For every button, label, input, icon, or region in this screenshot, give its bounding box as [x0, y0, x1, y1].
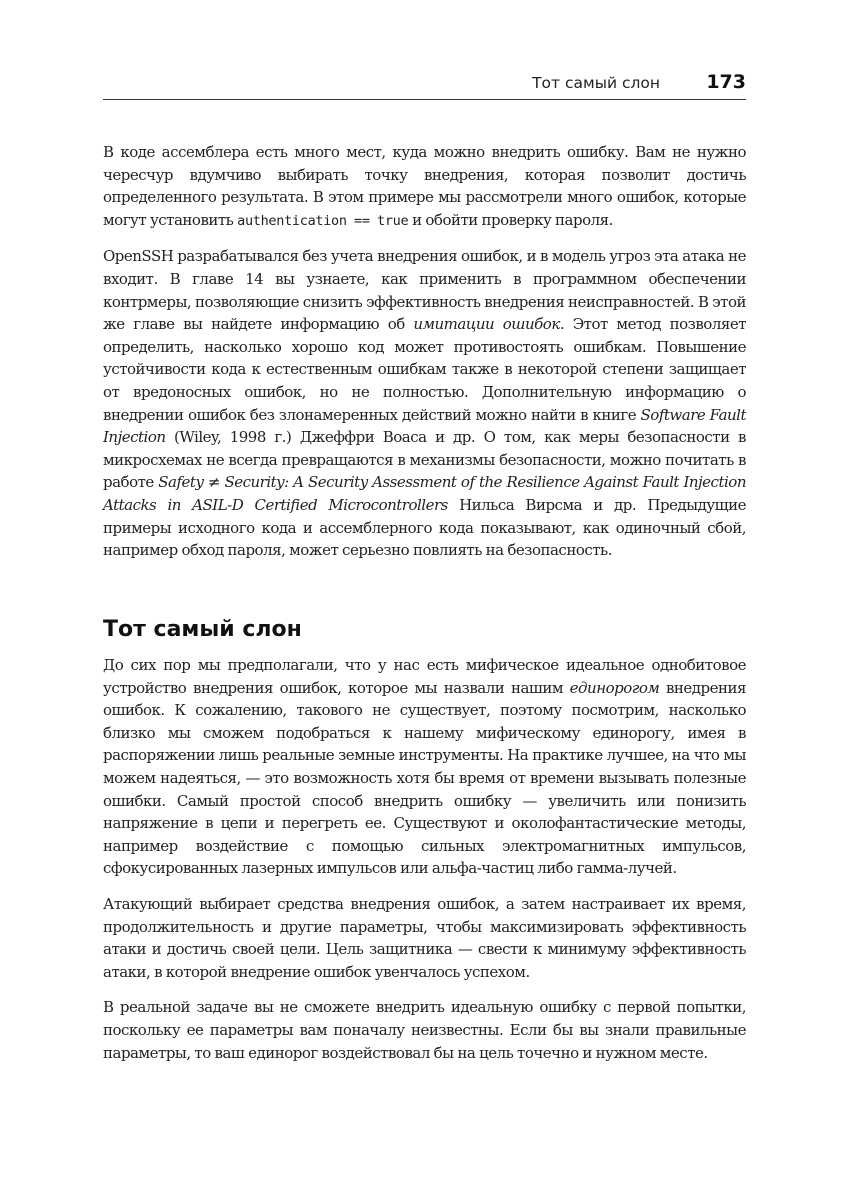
emphasis: единорогом	[569, 678, 660, 697]
text-run: . Этот метод позволяет определить, насколько хорошо код может противостоять ошибкам. Повышение устойчивости кода к естественным ошибкам также в некоторой степени защищает от вредоносных ошибок, но не полностью. Дополнительную информацию о внедрении ошибок без злонамеренных действий можно найти в книге	[103, 315, 747, 424]
paper-title: Safety ≠ Security: A Security Assessment of the Resilience Against Fault Injection Attacks in ASIL-D Certified Microcontrollers	[103, 473, 746, 514]
text-run: и обойти проверку пароля.	[408, 210, 613, 229]
book-title: Software Fault Injection	[103, 405, 746, 447]
paragraph	[103, 141, 746, 232]
text-run: (Wiley, 1998 г.) Джеффри Воаса и др. О том, как меры безопасности в микросхемах не всегда превращаются в механизмы безопасности, можно почитать в работе	[103, 428, 746, 492]
running-title: Тот самый слон	[532, 74, 660, 92]
page-number: 173	[706, 71, 746, 93]
text-run: До сих пор мы предполагали, что у нас есть мифическое идеальное однобитовое устройство внедрения ошибок, которое мы назвали нашим	[103, 656, 746, 697]
paragraph: В реальной задаче вы не сможете внедрить идеальную ошибку с первой попытки, поскольку ее параметры вам поначалу неизвестны. Если бы вы знали правильные параметры, то ваш единорог воздействовал бы на цель точечно и нужном месте.	[103, 998, 746, 1062]
text-run: Нильса Вирсма и др. Предыдущие примеры исходного кода и ассемблерного кода показывают, как одиночный сбой, например обход пароля, может серьезно повлиять на безопасность.	[103, 495, 746, 560]
header-rule	[103, 99, 746, 100]
running-header	[103, 66, 746, 102]
text-run: OpenSSH разрабатывался без учета внедрения ошибок, и в модель угроз эта атака не входит. В главе 14 вы узнаете, как применить в программном обеспечении контрмеры, позволяющие снизить эффективность внедрения неисправностей. В этой же главе вы найдете информацию об	[103, 247, 746, 334]
inline-code: authentication == true	[237, 212, 409, 229]
paragraph	[103, 245, 746, 561]
section-heading: Тот самый слон	[103, 617, 302, 642]
text-run: В коде ассемблера есть много мест, куда можно внедрить ошибку. Вам не нужно чересчур вдумчиво выбирать точку внедрения, которая позволит достичь определенного результата. В этом примере мы рассмотрели много ошибок, которые могут установить	[103, 143, 746, 229]
section-1-body	[103, 141, 746, 562]
paragraph	[103, 654, 746, 880]
text-run: внедрения ошибок. К сожалению, такового не существует, поэтому посмотрим, насколько близко мы сможем подобраться к нашему мифическому единорогу, имея в распоряжении лишь реальные земные инструменты. На практике лучшее, на что мы можем надеяться, — это возможность хотя бы время от времени вызывать полезные ошибки. Самый простой способ внедрить ошибку — увеличить или понизить напряжение в цепи и перегреть ее. Существуют и околофантастические методы, например воздействие с помощью сильных электромагнитных импульсов, сфокусированных лазерных импульсов или альфа-частиц либо гамма-лучей.	[103, 678, 746, 878]
emphasis: имитации ошибок	[413, 315, 560, 334]
paragraph: Атакующий выбирает средства внедрения ошибок, а затем настраивает их время, продолжительность и другие параметры, чтобы максимизировать эффективность атаки и достичь своей цели. Цель защитника — свести к минимуму эффективность атаки, в которой внедрение ошибок увенчалось успехом.	[103, 894, 746, 981]
section-2-body	[103, 654, 746, 1064]
